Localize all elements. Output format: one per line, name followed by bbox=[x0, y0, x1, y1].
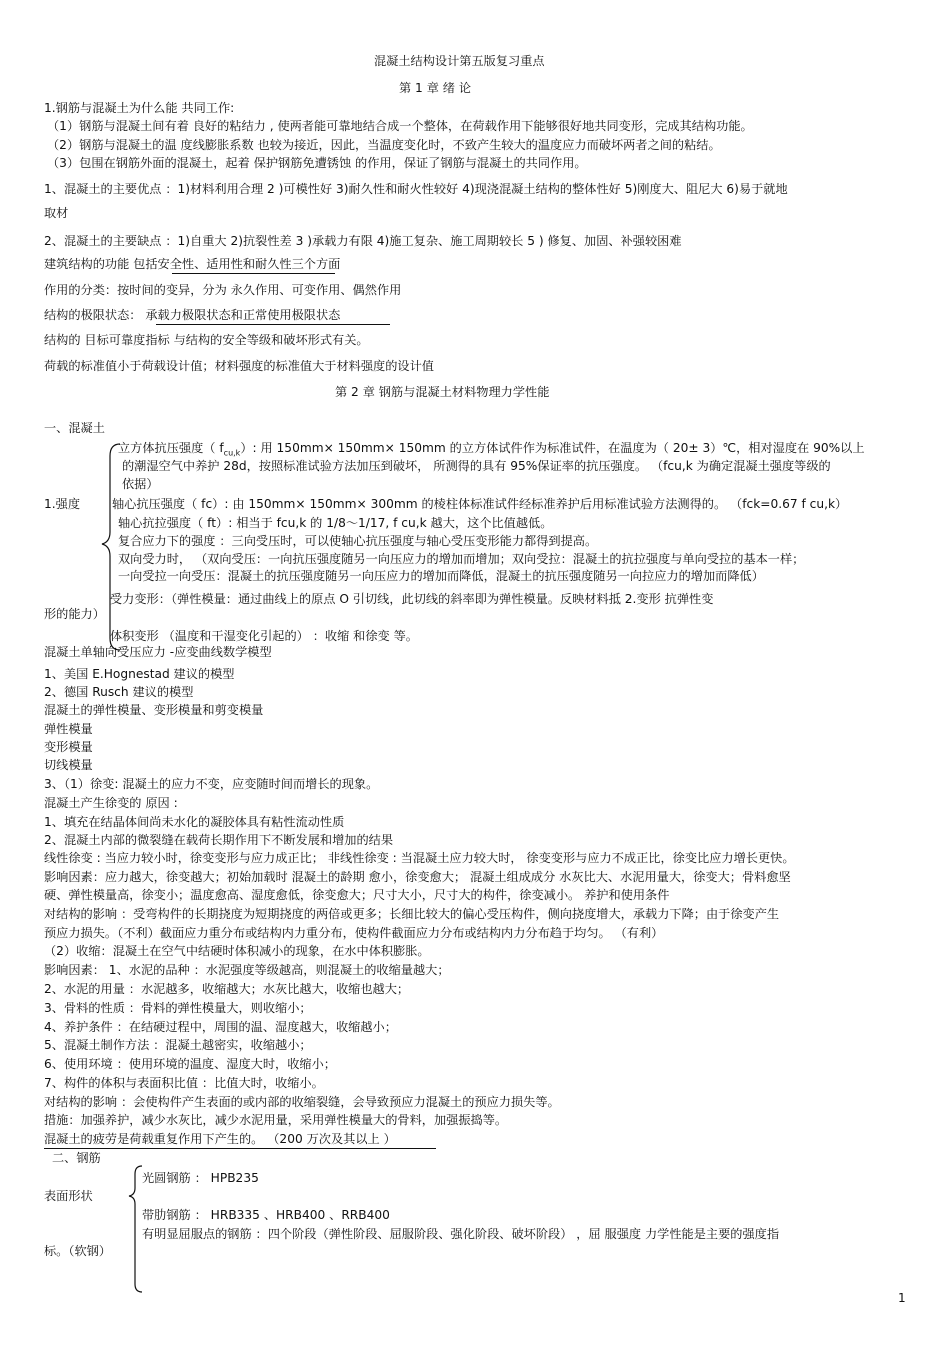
text-line: 轴心抗拉强度（ ft）: 相当于 fcu,k 的 1/8～1/17, f cu,k 越大，这个比值越低。 bbox=[118, 516, 553, 530]
text-line: 结构的极限状态： 承载力极限状态和正常使用极限状态 bbox=[44, 308, 341, 322]
text-line: 切线模量 bbox=[44, 758, 93, 772]
underline bbox=[172, 273, 335, 274]
text-line: 5、混凝土制作方法 ：混凝土越密实，收缩越小； bbox=[44, 1038, 312, 1052]
text-line: 光圆钢筋 ： HPB235 bbox=[142, 1171, 259, 1185]
text-line: 变形模量 bbox=[44, 740, 93, 754]
text-line: 立方体抗压强度（ $f_{cu,k}$）: 用 150mm× 150mm× 150mm 的立方体试件作为标准试件，在温度为（ 20± 3）℃，相对湿度在 90%以上 bbox=[118, 441, 865, 458]
text-line: （2）收缩：混凝土在空气中结硬时体积减小的现象，在水中体积膨胀。 bbox=[44, 944, 430, 958]
chapter2-heading: 第 2 章 钢筋与混凝土材料物理力学性能 bbox=[335, 385, 550, 399]
text-line: 标。（软钢） bbox=[44, 1244, 112, 1258]
document-title: 混凝土结构设计第五版复习重点 bbox=[374, 54, 545, 68]
text-line: 的潮湿空气中养护 28d，按照标准试验方法加压到破坏， 所测得的具有 95%保证率的抗压强度。 （fcu,k 为确定混凝土强度等级的 bbox=[122, 459, 831, 473]
text-line: 2、德国 Rusch 建议的模型 bbox=[44, 685, 194, 699]
text-line: 体积变形 （温度和干湿变化引起的） ：收缩 和徐变 等。 bbox=[110, 629, 418, 643]
text-line: 1、混凝土的主要优点 ：1)材料利用合理 2 )可模性好 3)耐久性和耐火性较好 4)现浇混凝土结构的整体性好 5)刚度大、阻尼大 6)易于就地 bbox=[44, 182, 788, 196]
text-line: 作用的分类：按时间的变异，分为 永久作用、可变作用、偶然作用 bbox=[44, 283, 402, 297]
text-line: 硬、弹性模量高，徐变小；温度愈高、湿度愈低，徐变愈大；尺寸大小，尺寸大的构件，徐变减小。 养护和使用条件 bbox=[44, 888, 670, 902]
text-line: 3、（1）徐变: 混凝土的应力不变，应变随时间而增长的现象。 bbox=[44, 777, 379, 791]
text-line: 措施：加强养护，减少水灰比，减少水泥用量，采用弹性模量大的骨料，加强振捣等。 bbox=[44, 1113, 508, 1127]
text-line: 依据） bbox=[122, 477, 159, 491]
text-line: 混凝土的疲劳是荷载重复作用下产生的。 （200 万次及其以上 ） bbox=[44, 1132, 396, 1146]
text-line: 7、构件的体积与表面积比值 ：比值大时，收缩小。 bbox=[44, 1076, 324, 1090]
text-line: 混凝土产生徐变的 原因 : bbox=[44, 796, 178, 810]
text-line: 6、使用环境 ：使用环境的温度、湿度大时，收缩小； bbox=[44, 1057, 336, 1071]
text-line: 结构的 目标可靠度指标 与结构的安全等级和破坏形式有关。 bbox=[44, 333, 369, 347]
text-line: 影响因素： 1、水泥的品种 ：水泥强度等级越高，则混凝土的收缩量越大； bbox=[44, 963, 450, 977]
strength-label: 1.强度 bbox=[44, 497, 81, 511]
text-line: 有明显屈服点的钢筋 ：四个阶段（弹性阶段、屈服阶段、强化阶段、破坏阶段） ，屈 服强度 力学性能是主要的强度指 bbox=[142, 1227, 780, 1241]
text-line: 预应力损失。（不利）截面应力重分布或结构内力重分布，使构件截面应力分布或结构内力分布趋于均匀。 （有利） bbox=[44, 926, 664, 940]
text-line: 1.钢筋与混凝土为什么能 共同工作: bbox=[44, 101, 235, 115]
chapter1-heading: 第 1 章 绪 论 bbox=[399, 81, 472, 95]
text-line: 一向受拉一向受压：混凝土的抗压强度随另一向压应力的增加而降低，混凝土的抗压强度随另一向拉应力的增加而降低） bbox=[118, 569, 764, 583]
text-line: 取材 bbox=[44, 206, 69, 220]
text-line: （3）包围在钢筋外面的混凝土，起着 保护钢筋免遭锈蚀 的作用，保证了钢筋与混凝土的共同作用。 bbox=[47, 156, 587, 170]
text-line: 荷载的标准值小于荷载设计值；材料强度的标准值大于材料强度的设计值 bbox=[44, 359, 434, 373]
text-line: 3、骨料的性质 ：骨料的弹性模量大，则收缩小； bbox=[44, 1001, 312, 1015]
text-line: 2、混凝土的主要缺点 ：1)自重大 2)抗裂性差 3 )承载力有限 4)施工复杂、施工周期较长 5 ) 修复、加固、补强较困难 bbox=[44, 234, 682, 248]
text-line: （1）钢筋与混凝土间有着 良好的粘结力 , 使两者能可靠地结合成一个整体，在荷载作用下能够很好地共同变形，完成其结构功能。 bbox=[47, 119, 753, 133]
text-line: 带肋钢筋 ： HRB335 、HRB400 、RRB400 bbox=[142, 1208, 390, 1222]
text-line: 混凝土的弹性模量、变形模量和剪变模量 bbox=[44, 703, 264, 717]
text-line: 1、美国 E.Hognestad 建议的模型 bbox=[44, 667, 235, 681]
text-line: 受力变形：（弹性模量：通过曲线上的原点 O 引切线，此切线的斜率即为弹性模量。反映材料抵 2.变形 抗弹性变 bbox=[110, 592, 714, 606]
text-line: 轴心抗压强度（ fc）: 由 150mm× 150mm× 300mm 的棱柱体标准试件经标准养护后用标准试验方法测得的。 （fck=0.67 f cu,k） bbox=[112, 497, 848, 511]
text-line: 建筑结构的功能 包括安全性、适用性和耐久性三个方面 bbox=[44, 257, 341, 271]
text-line: 复合应力下的强度 ：三向受压时，可以使轴心抗压强度与轴心受压变形能力都得到提高。 bbox=[118, 534, 598, 548]
text-line: 2、水泥的用量 ：水泥越多，收缩越大；水灰比越大，收缩也越大； bbox=[44, 982, 410, 996]
page-number: 1 bbox=[898, 1291, 906, 1305]
underline bbox=[44, 1148, 436, 1149]
text-line: （2）钢筋与混凝土的温 度线膨胀系数 也较为接近，因此，当温度变化时，不致产生较大的温度应力而破坏两者之间的粘结。 bbox=[47, 138, 721, 152]
section-heading: 二、钢筋 bbox=[52, 1151, 101, 1165]
text-line: 线性徐变 : 当应力较小时，徐变变形与应力成正比； 非线性徐变 : 当混凝土应力较大时， 徐变变形与应力不成正比，徐变比应力增长更快。 bbox=[44, 851, 795, 865]
text-line: 1、填充在结晶体间尚未水化的凝胶体具有粘性流动性质 bbox=[44, 815, 345, 829]
text-line: 混凝土单轴向受压应力 -应变曲线数学模型 bbox=[44, 645, 272, 659]
text-line: 弹性模量 bbox=[44, 722, 93, 736]
section-heading: 一、混凝土 bbox=[44, 421, 105, 435]
text-line: 对结构的影响 ：受弯构件的长期挠度为短期挠度的两倍或更多；长细比较大的偏心受压构件，侧向挠度增大，承载力下降；由于徐变产生 bbox=[44, 907, 780, 921]
text-line: 影响因素：应力越大，徐变越大；初始加载时 混凝土的龄期 愈小，徐变愈大； 混凝土组成成分 水灰比大、水泥用量大，徐变大；骨料愈坚 bbox=[44, 870, 791, 884]
text-line: 2、混凝土内部的微裂缝在载荷长期作用下不断发展和增加的结果 bbox=[44, 833, 394, 847]
underline bbox=[156, 324, 390, 325]
text-line: 双向受力时， （双向受压：一向抗压强度随另一向压应力的增加而增加；双向受拉：混凝土的抗拉强度与单向受拉的基本一样； bbox=[118, 552, 805, 566]
text-line: 4、养护条件 ：在结硬过程中，周围的温、湿度越大，收缩越小； bbox=[44, 1020, 397, 1034]
text-line: 对结构的影响 ：会使构件产生表面的或内部的收缩裂缝，会导致预应力混凝土的预应力损失等。 bbox=[44, 1095, 560, 1109]
text-line: 表面形状 bbox=[44, 1189, 93, 1203]
text-line: 形的能力） bbox=[44, 607, 105, 621]
